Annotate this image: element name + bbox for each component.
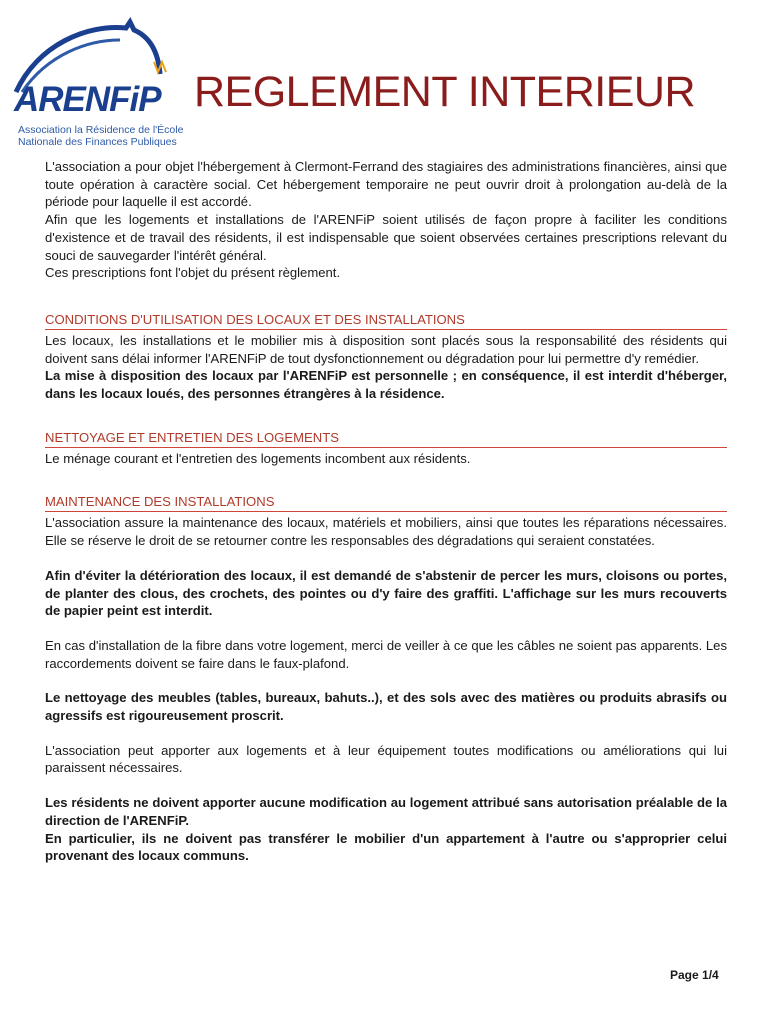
section-heading-conditions: CONDITIONS D'UTILISATION DES LOCAUX ET DES INSTALLATIONS xyxy=(45,311,727,330)
maintenance-paragraph-4: Le nettoyage des meubles (tables, bureaux, bahuts..), et des sols avec des matières ou produits abrasifs ou agressifs est rigoureusement proscrit. xyxy=(45,690,727,724)
conditions-paragraph-2: La mise à disposition des locaux par l'ARENFiP est personnelle ; en conséquence, il est interdit d'héberger, dans les locaux loués, des personnes étrangères à la résidence. xyxy=(45,368,727,402)
logo-subtitle xyxy=(18,124,208,148)
nettoyage-paragraph-1: Le ménage courant et l'entretien des logements incombent aux résidents. xyxy=(45,450,471,466)
maintenance-paragraph-1: L'association assure la maintenance des locaux, matériels et mobiliers, ainsi que toutes les réparations nécessaires. Elle se réserve le droit de se retourner contre les responsables des dégradations qui seraient constatées. xyxy=(45,515,727,549)
logo-subtitle-line2: Nationale des Finances Publiques xyxy=(18,136,177,148)
conditions-paragraph-1: Les locaux, les installations et le mobilier mis à disposition sont placés sous la responsabilité des résidents qui doivent sans délai informer l'ARENFiP de tout dysfonctionnement ou dégradation pour lui permettre d'y remédier. xyxy=(45,332,727,366)
section-heading-maintenance: MAINTENANCE DES INSTALLATIONS xyxy=(45,493,727,512)
maintenance-paragraph-3: En cas d'installation de la fibre dans votre logement, merci de veiller à ce que les câbles ne soient pas apparents. Les raccordements doivent se faire dans le faux-plafond. xyxy=(45,637,727,671)
maintenance-paragraph-6: Les résidents ne doivent apporter aucune modification au logement attribué sans autorisation préalable de la direction de l'ARENFiP. xyxy=(45,795,727,828)
document-body xyxy=(45,158,727,865)
intro-paragraph-2: Afin que les logements et installations de l'ARENFiP soient utilisés de façon propre à faciliter les conditions d'existence et de travail des résidents, il est indispensable que soient observées certaines prescriptions relevant du souci de sauvegarder l'intérêt général. xyxy=(45,212,727,263)
logo-wordmark: ARENFiP xyxy=(14,80,161,119)
logo-subtitle-line1: Association la Résidence de l'École xyxy=(18,124,184,136)
page-number: Page 1/4 xyxy=(670,968,719,982)
intro-paragraph-1: L'association a pour objet l'hébergement à Clermont-Ferrand des stagiaires des administrations financières, ainsi que toute opération à caractère social. Cet hébergement temporaire ne peut ouvrir droit à prolongation au-delà de la période pour laquelle il est accordé. xyxy=(45,159,727,210)
page-title: REGLEMENT INTERIEUR xyxy=(194,68,695,116)
maintenance-paragraph-2: Afin d'éviter la détérioration des locaux, il est demandé de s'abstenir de percer les murs, cloisons ou portes, de planter des clous, des crochets, des pointes ou d'y faire des graffiti. L'affichage sur les murs recouverts de papier peint est interdit. xyxy=(45,567,727,619)
section-heading-nettoyage: NETTOYAGE ET ENTRETIEN DES LOGEMENTS xyxy=(45,429,727,448)
maintenance-paragraph-5: L'association peut apporter aux logements et à leur équipement toutes modifications ou améliorations qui lui paraissent nécessaires. xyxy=(45,742,727,776)
maintenance-paragraph-7: En particulier, ils ne doivent pas transférer le mobilier d'un appartement à l'autre ou s'approprier celui provenant des locaux communs. xyxy=(45,830,727,864)
intro-paragraph-3: Ces prescriptions font l'objet du présent règlement. xyxy=(45,265,341,281)
arenfip-logo xyxy=(8,14,198,148)
